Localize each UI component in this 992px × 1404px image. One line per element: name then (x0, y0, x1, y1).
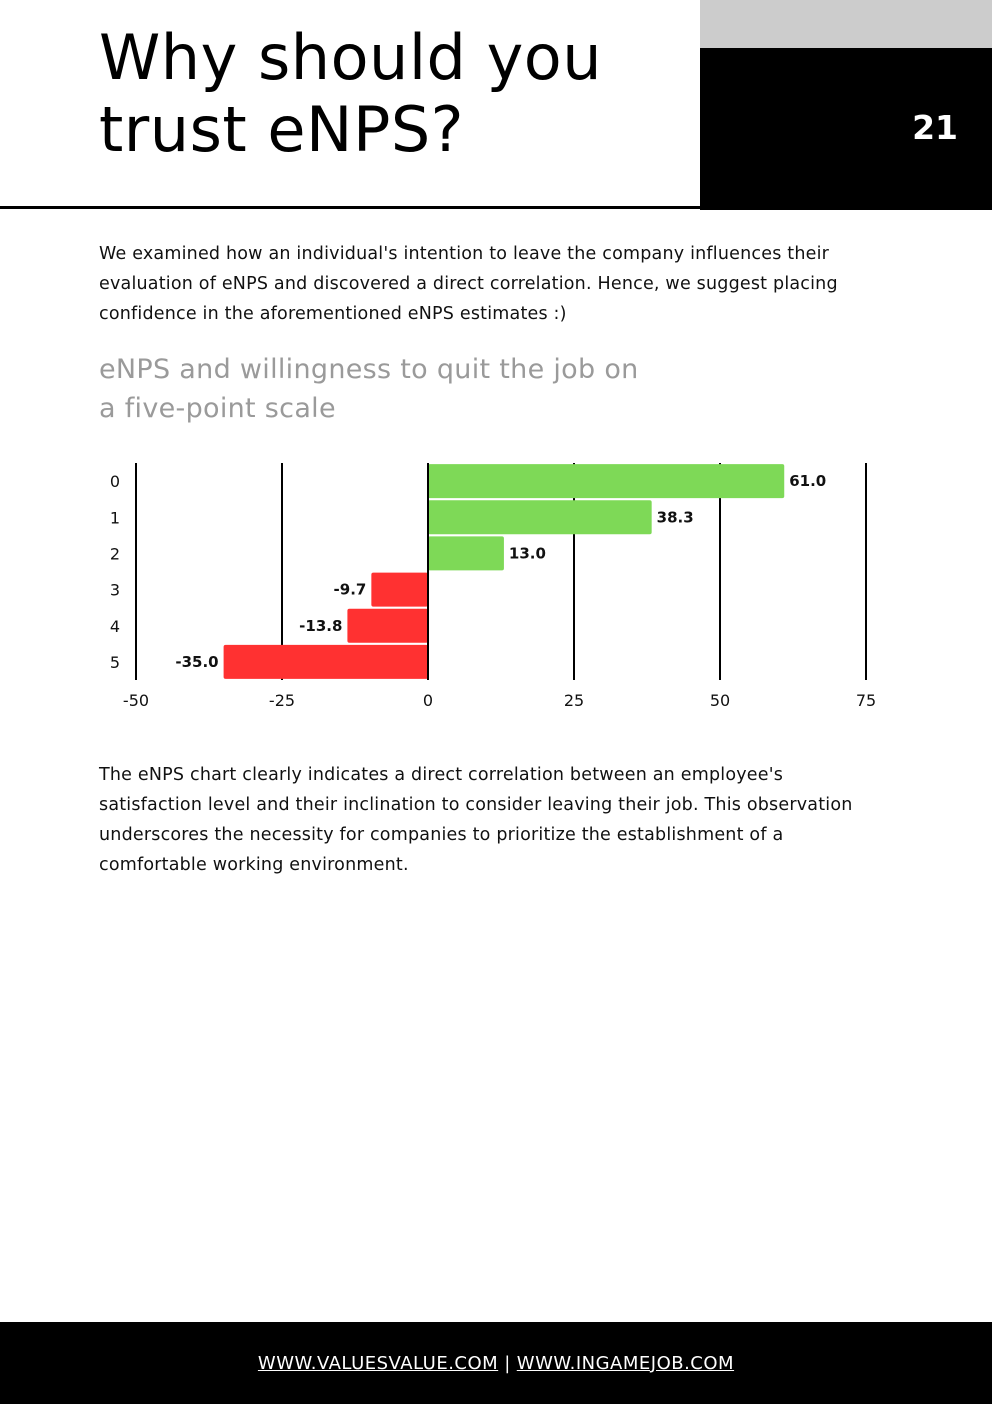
category-label-5: 5 (109, 652, 121, 672)
bar-1 (428, 500, 652, 534)
data-label-3: -9.7 (333, 580, 367, 599)
intro-paragraph: We examined how an individual's intention to leave the company influences their evaluation of eNPS and discovered a direct correlation. Hence, we suggest placing confidence in the aforementioned eNPS estimates :) (99, 244, 838, 324)
header-divider (0, 206, 700, 209)
bar-5 (224, 645, 428, 679)
footer-bar (0, 1322, 992, 1404)
bar-2 (428, 536, 504, 570)
bar-4 (347, 609, 428, 643)
data-label-0: 61.0 (789, 472, 827, 491)
x-tick-label-0: -50 (122, 691, 150, 710)
category-label-1: 1 (109, 508, 121, 528)
chart-title-line-1: eNPS and willingness to quit the job on (99, 354, 639, 385)
category-label-3: 3 (109, 580, 121, 600)
x-tick-label-4: 50 (709, 691, 731, 710)
page-title (99, 22, 602, 166)
x-tick-label-3: 25 (563, 691, 585, 710)
data-label-2: 13.0 (508, 544, 546, 563)
page-title-line-2: trust eNPS? (99, 93, 465, 166)
ingamejob-link[interactable]: WWW.INGAMEJOB.COM (516, 1352, 735, 1374)
header-grey-band (700, 0, 992, 48)
x-tick-label-1: -25 (268, 691, 296, 710)
x-tick-label-5: 75 (855, 691, 877, 710)
chart-title (99, 350, 639, 428)
category-label-0: 0 (109, 472, 121, 492)
valuesvalue-link[interactable]: WWW.VALUESVALUE.COM (257, 1352, 499, 1374)
category-label-2: 2 (109, 544, 121, 564)
data-label-1: 38.3 (656, 508, 694, 527)
chart-title-line-2: a five-point scale (99, 393, 336, 424)
page-number: 21 (912, 108, 958, 147)
conclusion-paragraph: The eNPS chart clearly indicates a direct correlation between an employee's satisfaction level and their inclination to consider leaving their job. This observation underscores the necessity for companies to prioritize the establishment of a comfortable working environment. (99, 765, 853, 875)
enps-bar-chart (0, 450, 992, 725)
data-label-4: -13.8 (299, 616, 343, 635)
x-tick-label-2: 0 (422, 691, 434, 710)
category-label-4: 4 (109, 616, 121, 636)
page-title-line-1: Why should you (99, 21, 603, 94)
footer-separator: | (504, 1352, 511, 1374)
data-label-5: -35.0 (175, 652, 219, 671)
bar-0 (428, 464, 784, 498)
bar-3 (371, 573, 428, 607)
